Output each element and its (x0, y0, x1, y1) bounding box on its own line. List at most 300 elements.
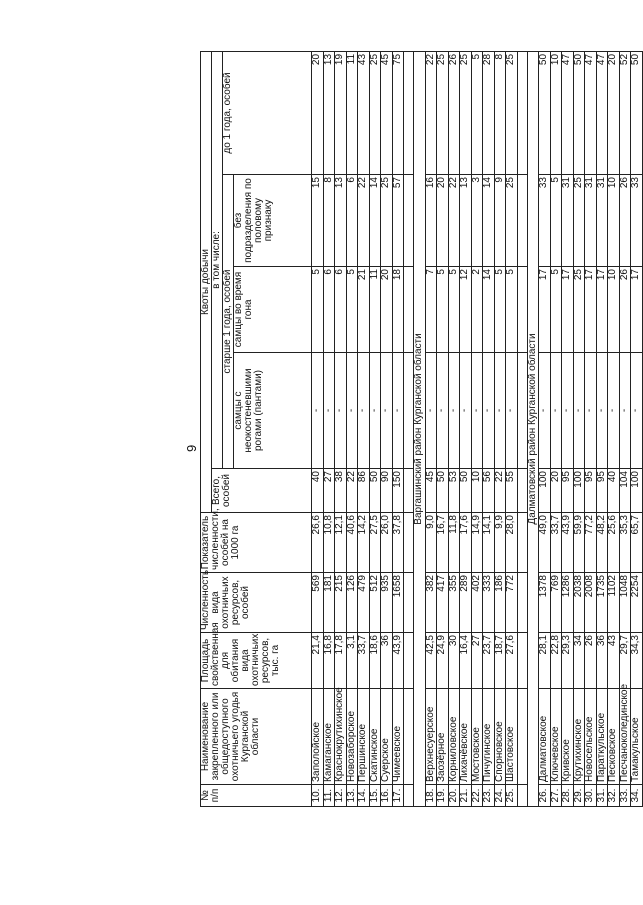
table-cell: 16,7 (437, 513, 449, 573)
table-cell: - (539, 353, 551, 469)
header-area: Площадь свойственная для обитания вида охотничьих ресурсов, тыс. га (201, 633, 312, 689)
table-cell: 26 (619, 175, 631, 267)
table-cell: 42,5 (425, 633, 437, 689)
table-cell: 16 (425, 175, 437, 267)
table-cell: 40 (312, 469, 324, 513)
table-cell: 512 (369, 573, 381, 633)
table-cell: 20 (608, 51, 620, 174)
empty-cell (517, 353, 527, 469)
table-cell: 29,7 (619, 633, 631, 689)
table-cell: 33,7 (550, 513, 562, 573)
table-cell: 13 (335, 175, 347, 267)
table-cell: - (506, 353, 518, 469)
table-cell: 30 (448, 633, 460, 689)
table-cell: 30. (585, 785, 597, 807)
header-antlers: самцы с неокостеневшими рогами (пантами) (234, 353, 312, 469)
table-cell: 17 (562, 267, 574, 353)
empty-cell (404, 51, 414, 174)
table-row (471, 51, 483, 806)
table-row (596, 51, 608, 806)
table-cell: 50 (539, 51, 551, 174)
table-cell: - (494, 353, 506, 469)
table-cell: 56 (483, 469, 495, 513)
table-cell: 35,3 (619, 513, 631, 573)
table-cell: Камаганское (323, 689, 335, 785)
table-cell: 5 (550, 267, 562, 353)
table-cell: 22 (494, 469, 506, 513)
table-cell: 49,0 (539, 513, 551, 573)
header-older: старше 1 года, особей (223, 175, 234, 469)
table-body (312, 51, 643, 806)
empty-cell (517, 573, 527, 633)
table-cell: 50 (460, 469, 472, 513)
rotated-table-wrapper (200, 52, 641, 807)
table-cell: Верхнесуерское (425, 689, 437, 785)
table-cell: 100 (631, 469, 643, 513)
table-cell: 38 (335, 469, 347, 513)
table-cell: 25 (381, 175, 393, 267)
empty-cell (517, 469, 527, 513)
table-cell: 23,7 (483, 633, 495, 689)
table-cell: 18,7 (494, 633, 506, 689)
table-cell: 5 (448, 267, 460, 353)
table-cell: 5 (494, 267, 506, 353)
table-cell: 32. (608, 785, 620, 807)
table-cell: 37,8 (392, 513, 404, 573)
empty-cell (517, 633, 527, 689)
table-cell: 95 (585, 469, 597, 513)
table-cell: 289 (460, 573, 472, 633)
table-cell: 25 (573, 175, 585, 267)
table-cell: 20 (437, 175, 449, 267)
table-cell: Крутихинское (573, 689, 585, 785)
table-cell: 36 (381, 633, 393, 689)
empty-cell (517, 175, 527, 267)
table-cell: 16,8 (323, 633, 335, 689)
table-cell: 24,9 (437, 633, 449, 689)
table-cell: 26,6 (312, 513, 324, 573)
table-cell: 90 (381, 469, 393, 513)
table-row (460, 51, 472, 806)
table-cell: 9 (494, 175, 506, 267)
table-cell: 36 (596, 633, 608, 689)
table-row (573, 51, 585, 806)
table-cell: 17,6 (460, 513, 472, 573)
table-cell: 20 (550, 469, 562, 513)
table-row (494, 51, 506, 806)
table-cell: 24. (494, 785, 506, 807)
table-cell: 26 (585, 633, 597, 689)
table-cell: Песковское (608, 689, 620, 785)
table-cell: Мостовское (471, 689, 483, 785)
table-cell: Заполойское (312, 689, 324, 785)
table-cell: Першинское (358, 689, 370, 785)
table-cell: 18. (425, 785, 437, 807)
table-cell: Песчаноколединское (619, 689, 631, 785)
header-no: № п/п (201, 785, 312, 807)
table-cell: - (471, 353, 483, 469)
table-cell: Суерское (381, 689, 393, 785)
table-cell: 14. (358, 785, 370, 807)
table-row (506, 51, 518, 806)
table-cell: 11 (346, 51, 358, 174)
table-cell: 25 (437, 51, 449, 174)
table-cell: 14,2 (358, 513, 370, 573)
table-cell: 22,8 (550, 633, 562, 689)
table-cell: 5 (437, 267, 449, 353)
empty-cell (404, 689, 414, 785)
table-cell: 28,0 (506, 513, 518, 573)
table-cell: 25 (506, 175, 518, 267)
table-cell: 9,9 (494, 513, 506, 573)
table-cell: 26,0 (381, 513, 393, 573)
table-cell: 2254 (631, 573, 643, 633)
empty-cell (404, 573, 414, 633)
table-cell: 17,8 (335, 633, 347, 689)
table-cell: 17 (585, 267, 597, 353)
header-nosex: без подразделения по половому признаку (234, 175, 312, 267)
empty-cell (517, 267, 527, 353)
table-cell: 22 (346, 469, 358, 513)
table-cell: 402 (471, 573, 483, 633)
table-cell: 31. (596, 785, 608, 807)
table-cell: Лихачёвское (460, 689, 472, 785)
table-cell: 11. (323, 785, 335, 807)
table-row (381, 51, 393, 806)
table-cell: 17 (631, 267, 643, 353)
table-cell: 11 (369, 267, 381, 353)
district-title: Варгашинский район Курганской области (414, 51, 426, 806)
table-cell: 2008 (585, 573, 597, 633)
table-cell: 26 (619, 267, 631, 353)
table-cell: - (483, 353, 495, 469)
table-row (346, 51, 358, 806)
table-cell: 6 (346, 175, 358, 267)
table-row (323, 51, 335, 806)
table-cell: 126 (346, 573, 358, 633)
header-rut: самцы во время гона (234, 267, 312, 353)
table-cell: 18 (392, 267, 404, 353)
table-cell: - (631, 353, 643, 469)
table-cell: 10,8 (323, 513, 335, 573)
table-cell: 33 (539, 175, 551, 267)
table-cell: 5 (506, 267, 518, 353)
table-row (312, 51, 324, 806)
table-cell: 57 (392, 175, 404, 267)
table-cell: 10 (471, 469, 483, 513)
header-count: Численность вида охотничьих ресурсов, особей (201, 573, 312, 633)
table-cell: 17. (392, 785, 404, 807)
table-cell: 769 (550, 573, 562, 633)
table-cell: - (608, 353, 620, 469)
table-cell: 15. (369, 785, 381, 807)
table-cell: 19. (437, 785, 449, 807)
table-cell: 25. (506, 785, 518, 807)
table-cell: 28,1 (539, 633, 551, 689)
table-cell: Новосельское (585, 689, 597, 785)
table-cell: 33. (619, 785, 631, 807)
table-cell: 20 (312, 51, 324, 174)
table-cell: 5 (312, 267, 324, 353)
table-cell: - (346, 353, 358, 469)
table-cell: Спорновское (494, 689, 506, 785)
table-cell: Тамакульское (631, 689, 643, 785)
table-cell: - (323, 353, 335, 469)
empty-cell (404, 785, 414, 807)
empty-cell (404, 513, 414, 573)
table-cell: 417 (437, 573, 449, 633)
table-row (550, 51, 562, 806)
table-cell: 3,1 (346, 633, 358, 689)
table-cell: 14,1 (483, 513, 495, 573)
table-cell: 5 (550, 175, 562, 267)
table-cell: 1735 (596, 573, 608, 633)
header-name: Наименование закрепленного или общедоступного охотничьего угодья Курганской области (201, 689, 312, 785)
table-cell: Краснокрутихинское (335, 689, 347, 785)
district-title: Далматовский район Курганской области (527, 51, 539, 806)
table-cell: 16. (381, 785, 393, 807)
header-quotas: Квоты добычи (201, 51, 212, 512)
table-cell: 181 (323, 573, 335, 633)
table-cell: 43 (608, 633, 620, 689)
table-cell: Чимеевское (392, 689, 404, 785)
table-cell: 10. (312, 785, 324, 807)
page-number: 9 (184, 444, 199, 452)
table-row (483, 51, 495, 806)
table-cell: 21. (460, 785, 472, 807)
table-cell: 45 (425, 469, 437, 513)
table-cell: 186 (494, 573, 506, 633)
table-cell: 50 (369, 469, 381, 513)
table-cell: 17 (539, 267, 551, 353)
empty-cell (517, 785, 527, 807)
empty-cell (517, 513, 527, 573)
table-cell: - (369, 353, 381, 469)
table-cell: 772 (506, 573, 518, 633)
table-cell: - (358, 353, 370, 469)
table-row (369, 51, 381, 806)
table-row (392, 51, 404, 806)
table-cell: Далматовское (539, 689, 551, 785)
table-cell: 9,0 (425, 513, 437, 573)
table-cell: 21,4 (312, 633, 324, 689)
table-row (358, 51, 370, 806)
table-cell: 10 (550, 51, 562, 174)
empty-cell (404, 469, 414, 513)
table-row (585, 51, 597, 806)
table-cell: 50 (437, 469, 449, 513)
table-cell: 150 (392, 469, 404, 513)
table-cell: 27,6 (506, 633, 518, 689)
table-cell: - (619, 353, 631, 469)
table-cell: 14,9 (471, 513, 483, 573)
table-cell: 27,5 (369, 513, 381, 573)
table-row (608, 51, 620, 806)
table-cell: - (585, 353, 597, 469)
district-row (527, 51, 539, 806)
table-cell: 31 (585, 175, 597, 267)
table-cell: 14 (369, 175, 381, 267)
table-cell: 11,8 (448, 513, 460, 573)
table-row (448, 51, 460, 806)
table-cell: 3 (471, 175, 483, 267)
table-cell: Шастовское (506, 689, 518, 785)
table-cell: - (460, 353, 472, 469)
empty-cell (517, 689, 527, 785)
header-under1: до 1 года, особей (223, 51, 312, 174)
table-cell: 50 (631, 51, 643, 174)
table-cell: 10 (608, 175, 620, 267)
table-cell: - (392, 353, 404, 469)
table-cell: 27 (323, 469, 335, 513)
table-cell: 13 (460, 175, 472, 267)
empty-cell (517, 51, 527, 174)
table-cell: - (550, 353, 562, 469)
district-row (414, 51, 426, 806)
table-cell: Кривское (562, 689, 574, 785)
table-cell: Новозаборское (346, 689, 358, 785)
table-cell: 22 (425, 51, 437, 174)
table-cell: 65,7 (631, 513, 643, 573)
table-cell: - (573, 353, 585, 469)
table-cell: 14 (483, 267, 495, 353)
table-cell: 43,9 (392, 633, 404, 689)
table-cell: 100 (573, 469, 585, 513)
header-total: Всего, особей (212, 469, 312, 513)
table-row (631, 51, 643, 806)
table-cell: 22 (448, 175, 460, 267)
section-gap (404, 51, 414, 806)
table-cell: - (335, 353, 347, 469)
table-row (425, 51, 437, 806)
table-cell: - (562, 353, 574, 469)
table-cell: 12 (460, 267, 472, 353)
table-cell: 1286 (562, 573, 574, 633)
table-cell: - (312, 353, 324, 469)
table-cell: 40,6 (346, 513, 358, 573)
table-row (437, 51, 449, 806)
table-cell: 75 (392, 51, 404, 174)
table-cell: 47 (585, 51, 597, 174)
table-cell: 28 (483, 51, 495, 174)
table-cell: 12. (335, 785, 347, 807)
table-cell: 15 (312, 175, 324, 267)
table-cell: - (596, 353, 608, 469)
table-cell: 55 (506, 469, 518, 513)
empty-cell (404, 353, 414, 469)
table-cell: 29. (573, 785, 585, 807)
table-cell: - (425, 353, 437, 469)
table-cell: 569 (312, 573, 324, 633)
table-cell: 25 (369, 51, 381, 174)
table-cell: 53 (448, 469, 460, 513)
table-cell: 13. (346, 785, 358, 807)
table-cell: 7 (425, 267, 437, 353)
table-cell: 1658 (392, 573, 404, 633)
table-cell: 47 (562, 51, 574, 174)
table-cell: 22. (471, 785, 483, 807)
table-cell: 50 (573, 51, 585, 174)
table-cell: Скатинское (369, 689, 381, 785)
table-cell: 17 (596, 267, 608, 353)
table-cell: 382 (425, 573, 437, 633)
table-cell: 104 (619, 469, 631, 513)
table-cell: 27 (471, 633, 483, 689)
table-cell: 40 (608, 469, 620, 513)
table-cell: 34. (631, 785, 643, 807)
table-cell: 95 (596, 469, 608, 513)
table-cell: 12,1 (335, 513, 347, 573)
table-cell: 34 (573, 633, 585, 689)
table-cell: 8 (494, 51, 506, 174)
table-cell: 34,3 (631, 633, 643, 689)
table-cell: 25 (573, 267, 585, 353)
table-cell: 18,6 (369, 633, 381, 689)
table-cell: 23. (483, 785, 495, 807)
table-cell: 47 (596, 51, 608, 174)
table-cell: Корниловское (448, 689, 460, 785)
table-cell: 95 (562, 469, 574, 513)
table-cell: - (381, 353, 393, 469)
table-cell: 26. (539, 785, 551, 807)
table-cell: 59,9 (573, 513, 585, 573)
table-cell: 43,9 (562, 513, 574, 573)
table-cell: 100 (539, 469, 551, 513)
table-cell: 20. (448, 785, 460, 807)
table-cell: 33,7 (358, 633, 370, 689)
table-cell: 479 (358, 573, 370, 633)
table-cell: 6 (335, 267, 347, 353)
table-cell: 48,2 (596, 513, 608, 573)
table-cell: Пичугинское (483, 689, 495, 785)
table-cell: - (437, 353, 449, 469)
table-cell: 31 (562, 175, 574, 267)
table-cell: 27. (550, 785, 562, 807)
table-cell: 2 (471, 267, 483, 353)
section-gap (517, 51, 527, 806)
table-cell: 25 (460, 51, 472, 174)
table-cell: 10 (608, 267, 620, 353)
table-cell: 43 (358, 51, 370, 174)
table-cell: 19 (335, 51, 347, 174)
table-cell: 6 (323, 267, 335, 353)
table-cell: 52 (619, 51, 631, 174)
table-cell: 13 (323, 51, 335, 174)
table-cell: Параткульское (596, 689, 608, 785)
table-cell: 1102 (608, 573, 620, 633)
empty-cell (404, 267, 414, 353)
table-cell: 21 (358, 267, 370, 353)
table-cell: - (448, 353, 460, 469)
table-cell: 8 (323, 175, 335, 267)
table-cell: 25,6 (608, 513, 620, 573)
table-cell: 77,2 (585, 513, 597, 573)
table-cell: 935 (381, 573, 393, 633)
table-row (619, 51, 631, 806)
table-cell: 33 (631, 175, 643, 267)
table-cell: 5 (346, 267, 358, 353)
table-cell: 5 (471, 51, 483, 174)
table-cell: 25 (506, 51, 518, 174)
empty-cell (404, 175, 414, 267)
empty-cell (404, 633, 414, 689)
table-row (539, 51, 551, 806)
table-row (335, 51, 347, 806)
table-cell: 215 (335, 573, 347, 633)
header-including: в том числе: (212, 51, 223, 468)
header-density: Показатель численности, особей на 1000 га (201, 513, 312, 573)
table-cell: 31 (596, 175, 608, 267)
